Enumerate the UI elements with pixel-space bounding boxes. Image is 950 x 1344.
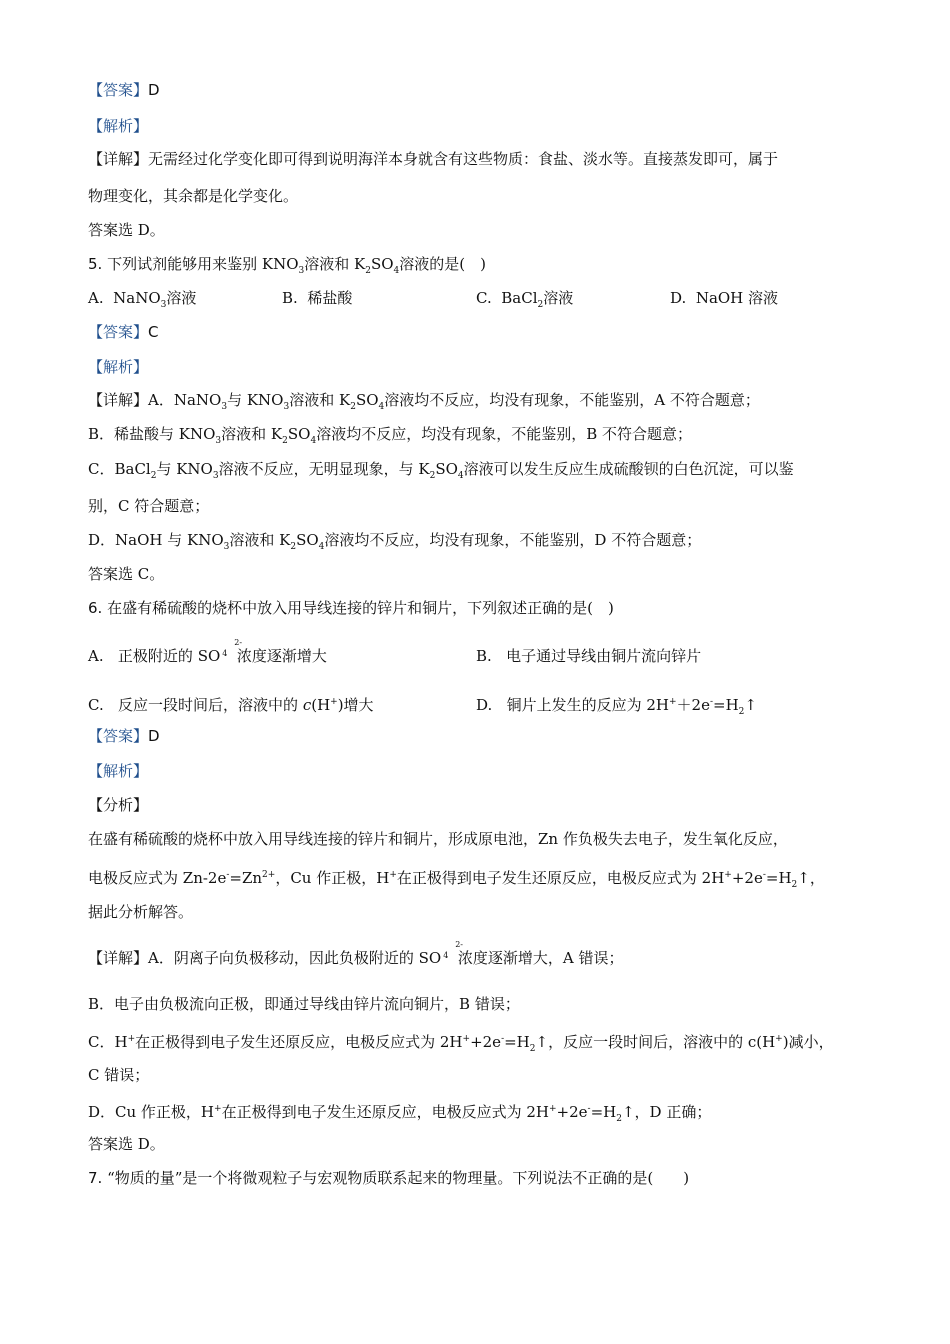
q5-conclusion: 答案选 C。	[88, 565, 165, 583]
q6-option-a: A. 正极附近的 SO 2- $^4$ 浓度逐渐增大	[88, 638, 327, 665]
question-number: 6.	[88, 599, 103, 617]
q5-detail-b: B．稀盐酸与 $KNO_3$溶液和 $K_2SO_4$溶液均不反应，均没有现象，不能鉴别，B 不符合题意；	[88, 425, 692, 446]
q6-fenxi-line-3: 据此分析解答。	[88, 903, 194, 921]
q5-option-d: D. NaOH 溶液	[670, 289, 779, 307]
q7-stem: 7. “物质的量”是一个将微观粒子与宏观物质联系起来的物理量。下列说法不正确的是( )	[88, 1169, 690, 1187]
q6-detail-b: B．电子由负极流向正极，即通过导线由锌片流向铜片，B 错误；	[88, 995, 520, 1013]
q6-detail-c-cont: C 错误；	[88, 1066, 150, 1084]
q4-analysis-tag: 【解析】	[88, 117, 149, 135]
detail-tag: 【详解】	[88, 150, 149, 168]
q6-fenxi-line-2: 电极反应式为 $Zn-2e^-=Zn^{2+}$，Cu 作正极，H+在正极得到电子发生还原反应，电极反应式为 $2H^++2e^-=H_2↑$，	[88, 869, 825, 890]
q5-option-b: B. 稀盐酸	[282, 289, 353, 307]
answer-value: D	[148, 81, 160, 99]
q4-detail-line-1: 【详解】无需经过化学变化即可得到说明海洋本身就含有这些物质：食盐、淡水等。直接蒸发即可，属于	[88, 150, 779, 168]
q5-option-a: A. NaNO$_3$溶液	[88, 289, 197, 310]
q4-answer-line	[88, 80, 160, 100]
q6-detail-c: C．H+在正极得到电子发生还原反应，电极反应式为 $2H^++2e^-=H_2↑$，反应一段时间后，溶液中的 c(H+)减小，	[88, 1033, 834, 1054]
q6-answer-line: 【答案】D	[88, 727, 160, 745]
q5-detail-c: C．BaCl$_2$与 $KNO_3$溶液不反应，无明显现象，与 $K_2SO_4$溶液可以发生反应生成硫酸钡的白色沉淀，可以鉴	[88, 460, 794, 481]
answer-value: D	[148, 727, 160, 745]
q4-conclusion: 答案选 D。	[88, 221, 165, 239]
question-number: 7.	[88, 1169, 103, 1187]
question-number: 5.	[88, 255, 103, 273]
q5-detail-d: D．NaOH 与 $KNO_3$溶液和 $K_2SO_4$溶液均不反应，均没有现象，不能鉴别，D 不符合题意；	[88, 531, 702, 552]
q4-detail-line-2: 物理变化，其余都是化学变化。	[88, 187, 299, 205]
q6-analysis-tag: 【解析】	[88, 762, 149, 780]
q6-detail-a: 【详解】A．阴离子向负极移动，因此负极附近的 SO 2- $^4$ 浓度逐渐增大，A 错误；	[88, 940, 624, 967]
q6-option-b: B. 电子通过导线由铜片流向锌片	[476, 647, 702, 665]
q6-option-c: C. 反应一段时间后，溶液中的 c(H+)增大	[88, 696, 374, 714]
q6-option-d: D. 铜片上发生的反应为 $2H^++2e^-=H_2↑$	[476, 696, 757, 717]
q5-analysis-tag: 【解析】	[88, 358, 149, 376]
q6-detail-d: D．Cu 作正极，H+在正极得到电子发生还原反应，电极反应式为 $2H^++2e^-=H_2↑$，D 正确；	[88, 1103, 712, 1124]
q5-option-c: C. BaCl$_2$溶液	[476, 289, 574, 310]
answer-value: C	[148, 323, 159, 341]
q6-conclusion: 答案选 D。	[88, 1135, 165, 1153]
q6-fenxi-line-1: 在盛有稀硫酸的烧杯中放入用导线连接的锌片和铜片，形成原电池，Zn 作负极失去电子，发生氧化反应，	[88, 830, 788, 848]
q6-stem: 6. 在盛有稀硫酸的烧杯中放入用导线连接的锌片和铜片，下列叙述正确的是( )	[88, 599, 614, 617]
q5-stem: 5. 下列试剂能够用来鉴别 $KNO_3$溶液和 $K_2SO_4$溶液的是( )	[88, 255, 486, 276]
q5-detail-c-cont: 别，C 符合题意；	[88, 497, 210, 515]
q5-detail-a: 【详解】A．NaNO$_3$与 $KNO_3$溶液和 $K_2SO_4$溶液均不反应，均没有现象，不能鉴别，A 不符合题意；	[88, 391, 760, 412]
q5-answer-line: 【答案】C	[88, 323, 159, 341]
q6-fenxi-tag: 【分析】	[88, 796, 149, 814]
answer-tag: 【答案】	[88, 81, 149, 99]
